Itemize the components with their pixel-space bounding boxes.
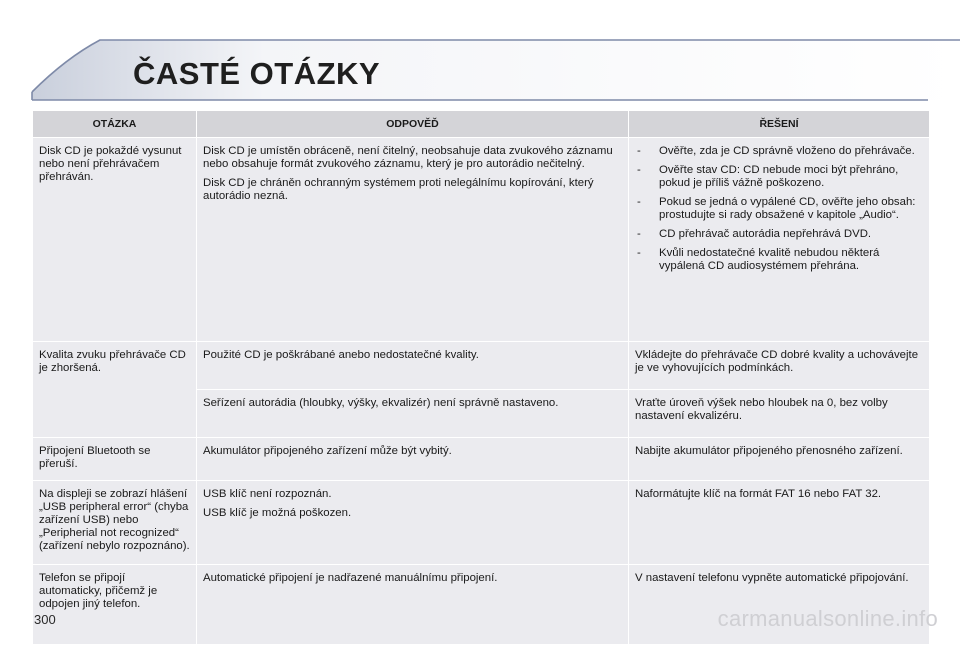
solution-item: - Ověřte stav CD: CD nebude moci být přehráno, pokud je příliš vážně poškozeno. xyxy=(635,164,923,190)
solution-item: - Pokud se jedná o vypálené CD, ověřte jeho obsah: prostudujte si rady obsažené v kapitole „Audio“. xyxy=(635,196,923,222)
question-cell: Kvalita zvuku přehrávače CD je zhoršená. xyxy=(33,342,197,438)
answer-text: Disk CD je chráněn ochranným systémem proti nelegálnímu kopírování, který autorádio nezná. xyxy=(203,177,594,202)
solution-item: - CD přehrávač autorádia nepřehrává DVD. xyxy=(635,228,923,241)
answer-text: Disk CD je umístěn obráceně, není čitelný, neobsahuje data zvukového záznamu nebo obsahuje formát zvukového záznamu, který je pro autorádio nečitelný. xyxy=(203,145,613,170)
answer-text: Akumulátor připojeného zařízení může být vybitý. xyxy=(203,445,452,457)
question-cell: Telefon se připojí automaticky, přičemž je odpojen jiný telefon. xyxy=(33,565,197,645)
solution-cell: Vkládejte do přehrávače CD dobré kvality a uchovávejte je ve vyhovujících podmínkách. xyxy=(629,342,930,390)
table-header-row xyxy=(33,111,930,138)
solution-cell: Nabijte akumulátor připojeného přenosného zařízení. xyxy=(629,438,930,481)
answer-cell: Použité CD je poškrábané anebo nedostatečné kvality. xyxy=(197,342,629,390)
table-row xyxy=(33,438,930,481)
column-header-question: OTÁZKA xyxy=(33,111,197,138)
solution-cell: Vraťte úroveň výšek nebo hloubek na 0, bez volby nastavení ekvalizéru. xyxy=(629,390,930,438)
table-row xyxy=(33,138,930,342)
answer-cell: Seřízení autorádia (hloubky, výšky, ekvalizér) není správně nastaveno. xyxy=(197,390,629,438)
watermark-text: carmanualsonline.info xyxy=(717,606,938,631)
table-row xyxy=(33,481,930,565)
column-header-solution: ŘEŠENÍ xyxy=(629,111,930,138)
question-cell: Na displeji se zobrazí hlášení „USB peripheral error“ (chyba zařízení USB) nebo „Peripherial not recognized“ (zařízení nebylo rozpoznáno). xyxy=(33,481,197,565)
solution-item: - Kvůli nedostatečné kvalitě nebudou některá vypálená CD audiosystémem přehrána. xyxy=(635,247,923,273)
answer-text: Automatické připojení je nadřazené manuálnímu připojení. xyxy=(203,572,498,584)
solution-cell: V nastavení telefonu vypněte automatické připojování. xyxy=(629,565,930,645)
answer-cell xyxy=(197,138,629,342)
header-decoration xyxy=(0,0,960,110)
answer-cell xyxy=(197,481,629,565)
answer-text: USB klíč je možná poškozen. xyxy=(203,507,352,519)
faq-table xyxy=(32,110,930,645)
table-row xyxy=(33,342,930,390)
solution-list xyxy=(635,145,923,273)
question-cell: Připojení Bluetooth se přeruší. xyxy=(33,438,197,481)
answer-cell xyxy=(197,565,629,645)
solution-item: - Ověřte, zda je CD správně vloženo do přehrávače. xyxy=(635,145,923,158)
page-number: 300 xyxy=(34,612,56,627)
page-title: ČASTÉ OTÁZKY xyxy=(133,56,381,91)
column-header-answer: ODPOVĚĎ xyxy=(197,111,629,138)
question-cell: Disk CD je pokaždé vysunut nebo není přehrávačem přehráván. xyxy=(33,138,197,342)
table-row xyxy=(33,565,930,645)
solution-cell: Naformátujte klíč na formát FAT 16 nebo FAT 32. xyxy=(629,481,930,565)
solution-cell xyxy=(629,138,930,342)
answer-text: USB klíč není rozpoznán. xyxy=(203,488,332,500)
answer-cell xyxy=(197,438,629,481)
